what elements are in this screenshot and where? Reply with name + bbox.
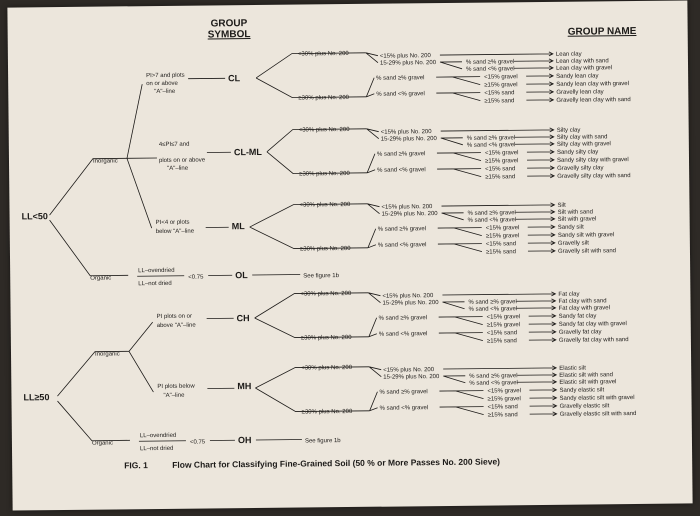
mh-group-name-6: Gravelly elastic silt with sand <box>560 411 637 418</box>
cl-threshold-lines <box>436 77 480 101</box>
ch-group-name-3: Sandy fat clay <box>559 313 597 319</box>
ll-notdried-1: LL–not dried <box>138 281 171 287</box>
oh-arrow <box>210 440 302 441</box>
clml-group-name-0: Silty clay <box>557 128 581 134</box>
ml-group-name-3: Sandy silt <box>558 225 584 231</box>
pi-lt4-text-1: PI<4 or plots <box>156 220 190 226</box>
pi-gt7-text-1: PI>7 and plots <box>146 73 185 79</box>
ch-name-arrow-5 <box>529 330 556 334</box>
mh-split-sand-lines-2 <box>369 392 377 411</box>
ml-sand-lt-gravel-1: % sand <% gravel <box>468 217 517 224</box>
cl-split-sand-lines-2 <box>366 78 374 97</box>
clml-name-arrow-3 <box>527 150 554 154</box>
clml-name-arrow-1 <box>515 135 554 139</box>
clml-1529-label: 15-29% plus No. 200 <box>381 136 438 143</box>
symbol-mh: MH <box>237 381 251 391</box>
ch-name-arrow-6 <box>529 338 556 342</box>
inorganic-ge50-tree <box>129 322 154 392</box>
cl-split-sand-lines-1 <box>440 62 462 69</box>
cl-name-arrow-0 <box>440 52 553 57</box>
ch-lt15-label: <15% plus No. 200 <box>382 293 434 300</box>
clml-group-name-5: Gravelly silty clay <box>557 165 603 171</box>
cl-name-arrow-1 <box>514 59 553 63</box>
clml-split-15-lines <box>367 129 379 139</box>
symbol-cl: CL <box>228 73 241 83</box>
cl-1529-label: 15-29% plus No. 200 <box>380 60 437 67</box>
heading-group-name: GROUP NAME <box>568 26 637 38</box>
cl-group-name-2: Lean clay with gravel <box>556 65 612 72</box>
ch-1529-label: 15-29% plus No. 200 <box>382 300 439 307</box>
ch-name-arrow-3 <box>529 314 556 318</box>
mh-group-name-2: Elastic silt with gravel <box>559 379 616 386</box>
ml-name-arrow-3 <box>528 225 555 229</box>
ch-lt15-sand: <15% sand <box>487 330 517 336</box>
pi-on-text-1: PI plots on or <box>157 314 192 320</box>
clml-split-30-lines <box>267 129 367 174</box>
mh-sand-ge-gravel-1: % sand ≥% gravel <box>469 373 517 380</box>
ch-ge15-sand: ≥15% sand <box>487 338 517 344</box>
ml-split-sand-lines-1 <box>442 213 464 220</box>
caption-text: Flow Chart for Classifying Fine-Grained Soil (50 % or More Passes No. 200 Sieve) <box>172 456 500 469</box>
pi-gt7-text-3: "A"–line <box>154 89 176 95</box>
clml-name-arrow-6 <box>527 174 554 178</box>
pi-4-7-text-2: plots on or above <box>159 158 206 164</box>
mh-name-arrow-4 <box>529 396 556 400</box>
ch-name-arrow-2 <box>517 306 556 310</box>
ch-split-sand-lines-2 <box>369 318 377 337</box>
mh-ge30-label: ≥30% plus No. 200 <box>302 409 353 416</box>
ml-group-name-6: Gravelly silt with sand <box>558 248 616 255</box>
mh-sand-ge-gravel-2: % sand ≥% gravel <box>379 389 427 396</box>
cl-group-name-5: Gravelly lean clay <box>556 89 603 95</box>
cl-group-name-3: Sandy lean clay <box>556 73 598 79</box>
ch-group-name-4: Sandy fat clay with gravel <box>559 321 627 328</box>
ml-lt15-gravel: <15% gravel <box>486 225 520 231</box>
mh-name-arrow-3 <box>529 388 556 392</box>
root-ge50-lower-line <box>58 400 130 441</box>
clml-ge30-label: ≥30% plus No. 200 <box>299 171 350 178</box>
clml-name-arrow-2 <box>515 142 554 146</box>
ml-1529-label: 15-29% plus No. 200 <box>382 211 439 218</box>
see-figure-2: See figure 1b <box>305 438 341 444</box>
ll-notdried-2: LL–not dried <box>140 446 173 452</box>
clml-lt15-gravel: <15% gravel <box>485 150 519 156</box>
cl-group-name-6: Gravelly lean clay with sand <box>556 97 630 104</box>
symbol-ml: ML <box>232 221 246 231</box>
mh-group-name-5: Gravelly elastic silt <box>560 403 610 410</box>
ml-group-name-2: Silt with gravel <box>558 216 597 222</box>
ch-split-30-lines <box>254 293 368 338</box>
caption-fig: FIG. 1 <box>124 460 148 470</box>
ml-lt15-label: <15% plus No. 200 <box>381 204 433 211</box>
ml-lt30-label: <30% plus No. 200 <box>299 202 351 209</box>
pi-lt4-text-2: below "A"–line <box>156 229 195 235</box>
ch-sand-ge-gravel-2: % sand ≥% gravel <box>379 315 427 322</box>
cl-ge15-gravel: ≥15% gravel <box>484 82 517 88</box>
ch-sand-lt-gravel-1: % sand <% gravel <box>469 306 518 313</box>
clml-name-arrow-5 <box>527 166 554 170</box>
cl-ge30-label: ≥30% plus No. 200 <box>298 95 349 102</box>
cl-sand-ge-gravel-2: % sand ≥% gravel <box>376 75 424 82</box>
mh-split-15-lines <box>369 367 381 377</box>
clml-group-name-6: Gravelly silty clay with sand <box>557 173 630 180</box>
clml-split-sand-lines-1 <box>441 138 463 145</box>
symbol-ch: CH <box>237 313 250 323</box>
root-lt50-upper-line <box>49 158 128 215</box>
clml-group-name-1: Silty clay with sand <box>557 134 608 141</box>
mh-name-arrow-1 <box>517 373 556 377</box>
cl-group-name-4: Sandy lean clay with gravel <box>556 81 629 88</box>
cl-group-name-1: Lean clay with sand <box>556 58 609 65</box>
root-ll-ge50: LL≥50 <box>23 392 49 402</box>
ml-name-arrow-0 <box>441 203 554 208</box>
clml-lt30-label: <30% plus No. 200 <box>299 127 351 134</box>
clml-name-arrow-4 <box>527 158 554 162</box>
ml-sand-ge-gravel-2: % sand ≥% gravel <box>378 226 426 233</box>
ml-name-arrow-5 <box>528 241 555 245</box>
mh-group-name-4: Sandy elastic silt with gravel <box>559 395 634 402</box>
ml-sand-lt-gravel-2: % sand <% gravel <box>378 242 427 249</box>
cl-lt15-gravel: <15% gravel <box>484 74 518 80</box>
see-figure-1: See figure 1b <box>303 273 339 279</box>
ch-ge30-label: ≥30% plus No. 200 <box>301 335 352 342</box>
clml-ge15-sand: ≥15% sand <box>485 174 515 180</box>
inorganic-label-lt50: Inorganic <box>93 158 118 164</box>
cl-name-arrow-3 <box>526 74 553 78</box>
ml-split-15-lines <box>367 204 379 214</box>
mh-threshold-lines <box>439 391 483 415</box>
mh-lt15-sand: <15% sand <box>488 404 518 410</box>
ll-ovendried-1: LL–ovendried <box>138 268 174 274</box>
mh-name-arrow-2 <box>517 380 556 384</box>
clml-name-arrow-0 <box>441 128 554 133</box>
cl-split-30-lines <box>256 53 366 98</box>
ol-arrow <box>208 275 300 276</box>
ch-sand-ge-gravel-1: % sand ≥% gravel <box>468 299 516 306</box>
mh-lt30-label: <30% plus No. 200 <box>301 365 353 372</box>
heading-symbol: SYMBOL <box>208 29 251 40</box>
ml-ge30-label: ≥30% plus No. 200 <box>300 246 351 253</box>
ch-group-name-5: Gravelly fat clay <box>559 329 602 335</box>
mh-1529-label: 15-29% plus No. 200 <box>383 374 440 381</box>
pi-on-text-2: above "A"–line <box>157 323 197 329</box>
ch-name-arrow-1 <box>516 299 555 303</box>
root-ll-lt50: LL<50 <box>22 211 48 221</box>
ml-lt15-sand: <15% sand <box>486 241 516 247</box>
ml-group-name-5: Gravelly silt <box>558 240 589 246</box>
pi-below-text-2: "A"–line <box>163 393 185 399</box>
ml-name-arrow-4 <box>528 233 555 237</box>
cl-lt15-sand: <15% sand <box>484 90 514 96</box>
cl-ge15-sand: ≥15% sand <box>484 98 514 104</box>
ml-group-name-4: Sandy silt with gravel <box>558 232 614 239</box>
symbol-oh: OH <box>238 435 252 445</box>
mh-name-arrow-0 <box>443 366 556 371</box>
cl-lt15-label: <15% plus No. 200 <box>380 53 432 60</box>
cl-name-arrow-4 <box>526 82 553 86</box>
ch-group-name-1: Fat clay with sand <box>558 298 606 305</box>
ll-ovendried-2: LL–ovendried <box>140 433 176 439</box>
ch-ge15-gravel: ≥15% gravel <box>487 322 520 328</box>
ml-split-30-lines <box>249 204 367 249</box>
clml-group-name-2: Silty clay with gravel <box>557 141 611 148</box>
organic-label-lt50: Organic <box>90 276 111 282</box>
ml-name-arrow-2 <box>516 217 555 221</box>
clml-lt15-label: <15% plus No. 200 <box>381 129 433 136</box>
ch-name-arrow-4 <box>529 322 556 326</box>
cl-lt30-label: <30% plus No. 200 <box>298 51 350 58</box>
ml-ge15-gravel: ≥15% gravel <box>486 233 519 239</box>
inorganic-label-ge50: Inorganic <box>95 351 120 357</box>
ch-threshold-lines <box>439 317 483 341</box>
symbol-clml: CL-ML <box>234 147 263 157</box>
pi-4-7-text-3: "A"–line <box>167 166 189 172</box>
mh-sand-lt-gravel-2: % sand <% gravel <box>380 405 429 412</box>
cl-name-arrow-2 <box>514 66 553 70</box>
clml-lt15-sand: <15% sand <box>485 166 515 172</box>
cl-sand-ge-gravel-1: % sand ≥% gravel <box>466 59 514 66</box>
mh-split-30-lines <box>255 367 369 412</box>
organic-label-ge50: Organic <box>92 440 113 446</box>
pi-4-7-text-1: 4≤PI≤7 and <box>159 142 190 148</box>
ch-group-name-6: Gravelly fat clay with sand <box>559 337 629 344</box>
clml-group-name-3: Sandy silty clay <box>557 149 598 155</box>
cl-name-arrow-5 <box>526 90 553 94</box>
clml-ge15-gravel: ≥15% gravel <box>485 158 518 164</box>
clml-split-sand-lines-2 <box>367 154 375 173</box>
ratio-2: <0.75 <box>190 440 206 446</box>
ch-split-15-lines <box>368 293 380 303</box>
root-lt50-lower-line <box>50 219 129 276</box>
heading-group: GROUP <box>211 18 248 29</box>
mh-group-name-1: Elastic silt with sand <box>559 372 613 379</box>
ch-name-arrow-0 <box>442 292 555 297</box>
mh-ge15-sand: ≥15% sand <box>488 412 518 418</box>
mh-group-name-0: Elastic silt <box>559 366 586 372</box>
ch-split-sand-lines-1 <box>442 302 464 309</box>
ratio-1: <0.75 <box>188 275 204 281</box>
cl-split-15-lines <box>366 53 378 63</box>
cl-group-name-0: Lean clay <box>556 52 582 58</box>
inorganic-lt50-tree <box>126 84 158 228</box>
mh-name-arrow-5 <box>530 404 557 408</box>
mh-lt15-label: <15% plus No. 200 <box>383 367 435 374</box>
ch-sand-lt-gravel-2: % sand <% gravel <box>379 331 428 338</box>
pi-gt7-text-2: on or above <box>146 81 178 87</box>
ml-name-arrow-1 <box>516 210 555 214</box>
ml-sand-ge-gravel-1: % sand ≥% gravel <box>468 210 516 217</box>
mh-ge15-gravel: ≥15% gravel <box>487 396 520 402</box>
paper-sheet <box>7 0 692 510</box>
clml-sand-lt-gravel-2: % sand <% gravel <box>377 167 426 174</box>
mh-sand-lt-gravel-1: % sand <% gravel <box>469 380 518 387</box>
clml-threshold-lines <box>437 153 481 177</box>
clml-group-name-4: Sandy silty clay with gravel <box>557 157 629 164</box>
ml-threshold-lines <box>438 228 482 252</box>
ch-group-name-2: Fat clay with gravel <box>559 305 610 312</box>
symbol-ol: OL <box>235 270 248 280</box>
clml-sand-ge-gravel-1: % sand ≥% gravel <box>467 135 515 142</box>
cl-sand-lt-gravel-2: % sand <% gravel <box>376 91 425 98</box>
cl-name-arrow-6 <box>526 98 553 102</box>
ml-group-name-0: Silt <box>557 203 566 209</box>
cl-sand-lt-gravel-1: % sand <% gravel <box>466 66 515 73</box>
ml-name-arrow-6 <box>528 249 555 253</box>
pi-below-text-1: PI plots below <box>157 384 195 390</box>
mh-split-sand-lines-1 <box>443 376 465 383</box>
flow-chart <box>7 0 692 510</box>
ch-lt15-gravel: <15% gravel <box>487 314 521 320</box>
mh-lt15-gravel: <15% gravel <box>487 388 521 394</box>
mh-name-arrow-6 <box>530 412 557 416</box>
ml-ge15-sand: ≥15% sand <box>486 249 516 255</box>
root-ge50-upper-line <box>57 351 129 396</box>
ml-group-name-1: Silt with sand <box>558 209 593 215</box>
clml-sand-ge-gravel-2: % sand ≥% gravel <box>377 151 425 158</box>
clml-sand-lt-gravel-1: % sand <% gravel <box>467 142 516 149</box>
ml-split-sand-lines-2 <box>368 229 376 248</box>
ch-group-name-0: Fat clay <box>558 292 579 298</box>
mh-group-name-3: Sandy elastic silt <box>559 387 604 393</box>
ch-lt30-label: <30% plus No. 200 <box>300 291 352 298</box>
